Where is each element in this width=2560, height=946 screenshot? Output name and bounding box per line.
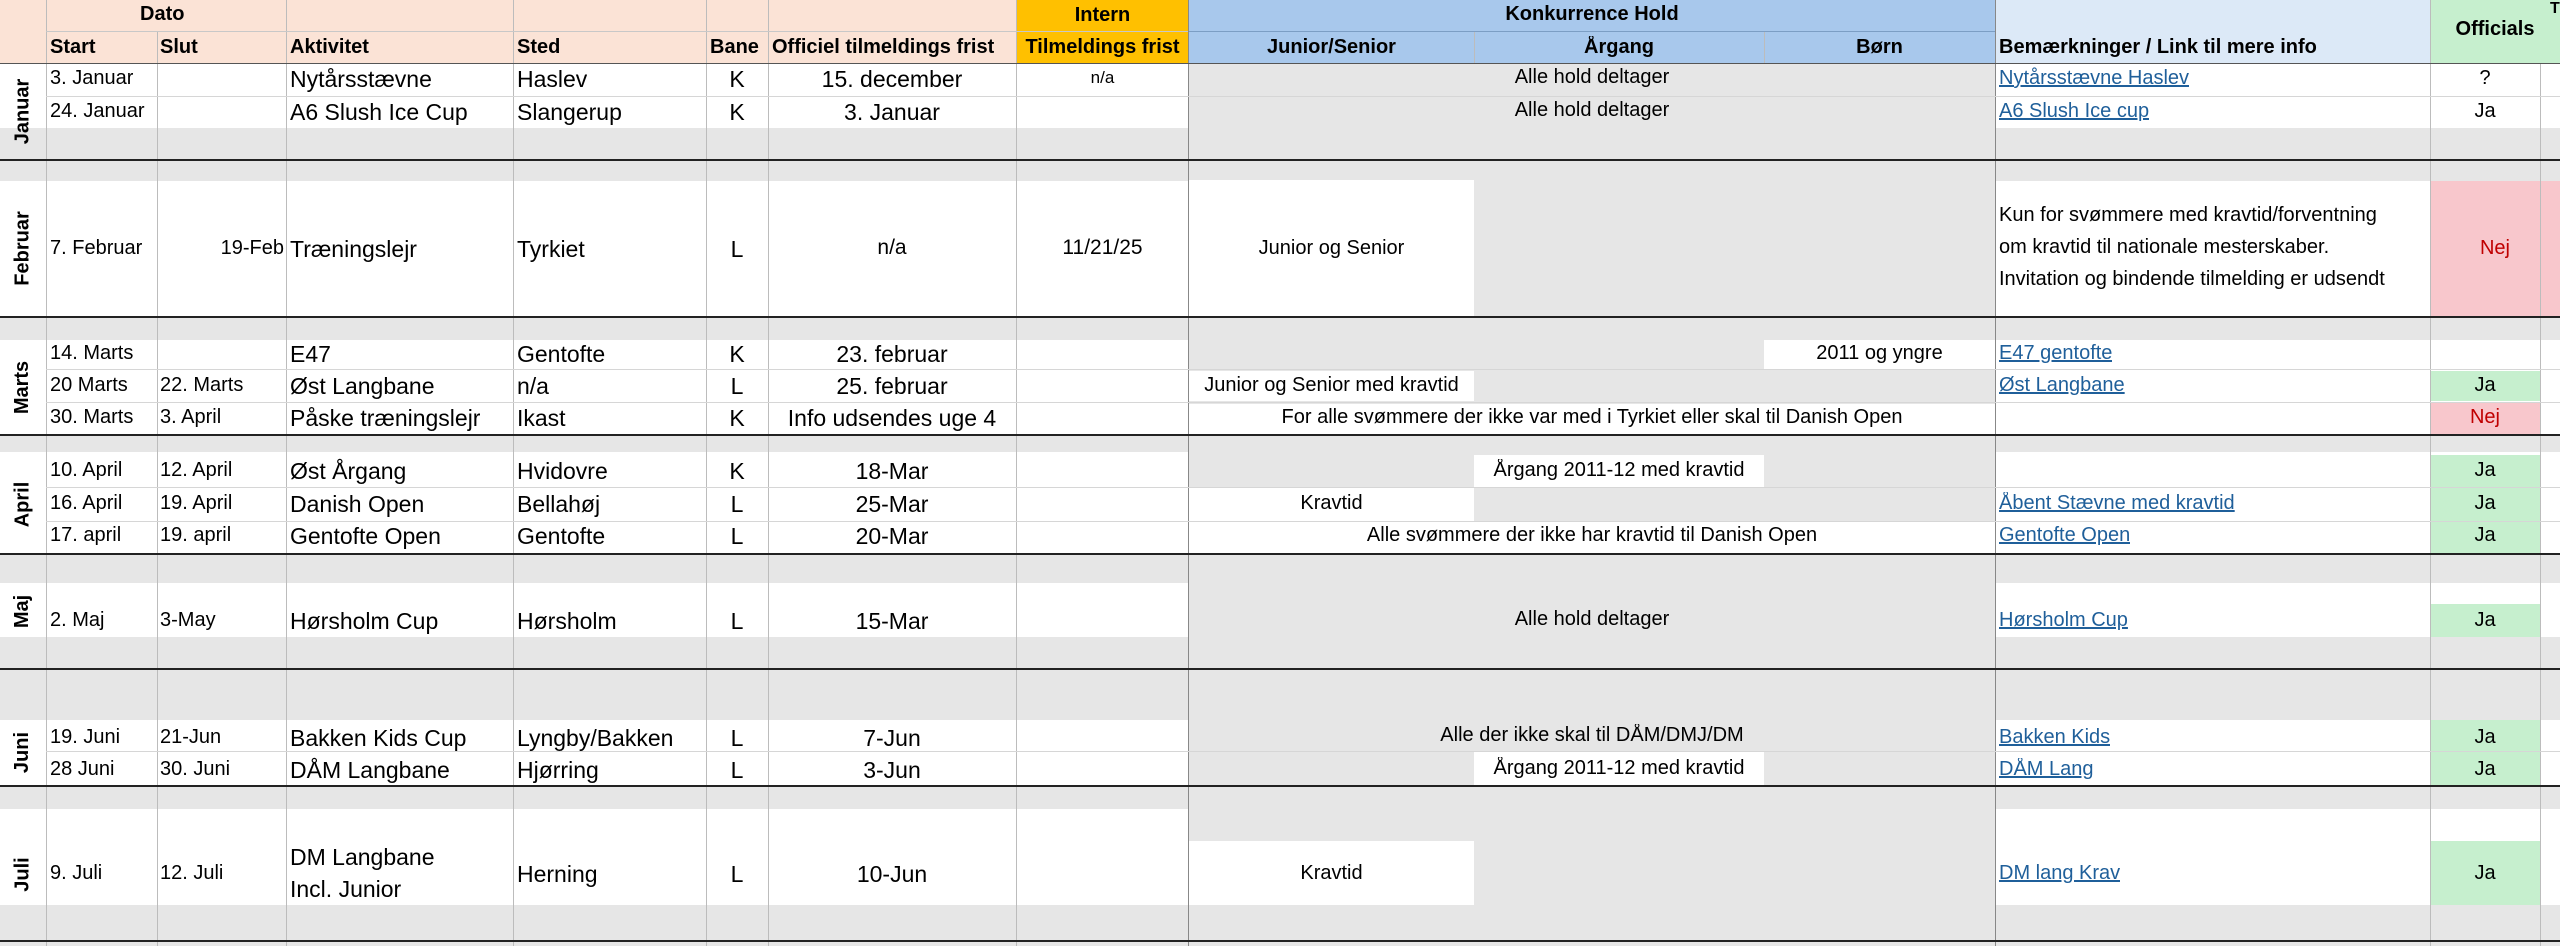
month-januar: [0, 64, 46, 159]
cell-frist: 3-Jun: [863, 757, 921, 783]
header-officiel-frist: Officiel tilmeldings frist: [772, 36, 995, 58]
grid-line: [46, 402, 2560, 403]
cell-sted: Slangerup: [517, 99, 622, 125]
cell-frist: 25-Mar: [855, 491, 929, 517]
cell-officials: Nej: [2469, 406, 2500, 428]
cell-junior-senior: Junior og Senior: [1258, 237, 1405, 259]
cell-konkurrence: Alle hold deltager: [1514, 99, 1670, 121]
cell-frist: 3. Januar: [844, 99, 940, 125]
month-label: Maj: [11, 594, 34, 629]
grid-line: [1189, 31, 1995, 32]
cell-start: 24. Januar: [50, 100, 145, 122]
cell-junior-senior: Kravtid: [1300, 862, 1363, 884]
month-separator: [0, 553, 2560, 555]
cell-aktivitet: Træningslejr: [290, 236, 417, 262]
cell-aktivitet: Øst Årgang: [290, 458, 407, 484]
header-konkurrence-hold: Konkurrence Hold: [1505, 3, 1679, 25]
cell-konkurrence: For alle svømmere der ikke var med i Tyrkiet eller skal til Danish Open: [1281, 406, 1903, 428]
cell-start: 2. Maj: [50, 609, 105, 631]
grid-line: [1016, 0, 1017, 946]
spacer-row: [0, 436, 2560, 452]
month-separator: [0, 785, 2560, 787]
header-aargang: Årgang: [1584, 36, 1654, 58]
month-juni: [0, 720, 46, 785]
cell-bane: K: [729, 99, 745, 125]
cell-frist: 23. februar: [836, 341, 948, 367]
cell-junior-senior: Kravtid: [1300, 492, 1363, 514]
cell-intern: n/a: [1090, 68, 1115, 87]
cell-aktivitet: Øst Langbane: [290, 373, 435, 399]
cell-remark-line: om kravtid til nationale mesterskaber.: [1999, 236, 2330, 258]
cell-sted: Tyrkiet: [517, 236, 585, 262]
cell-bane: L: [730, 491, 744, 517]
cell-slut: 21-Jun: [160, 726, 222, 748]
cell-slut: 3-May: [160, 609, 216, 631]
cell-frist: 15. december: [821, 66, 963, 92]
cell-boern: 2011 og yngre: [1816, 342, 1943, 364]
month-label: Marts: [11, 360, 34, 414]
cell-bane: L: [730, 373, 744, 399]
cell-sted: Lyngby/Bakken: [517, 725, 674, 751]
spacer-row: [0, 637, 2560, 668]
link-a6-slush-ice-cup[interactable]: A6 Slush Ice cup: [1999, 100, 2150, 122]
grid-line: [286, 0, 287, 946]
cell-konkurrence: Alle hold deltager: [1514, 66, 1670, 88]
cell-aktivitet: Danish Open: [290, 491, 425, 517]
spacer-row: [0, 670, 2560, 720]
cell-slut: 12. Juli: [160, 862, 224, 884]
month-label: Juni: [11, 731, 34, 774]
cell-aktivitet: Påske træningslejr: [290, 405, 481, 431]
cell-officials: Ja: [2474, 726, 2496, 748]
cell-sted: Hvidovre: [517, 458, 608, 484]
cell-sted: Hjørring: [517, 757, 599, 783]
cell-start: 30. Marts: [50, 406, 134, 428]
cell-start: 19. Juni: [50, 726, 121, 748]
month-separator: [0, 668, 2560, 670]
cell-start: 20 Marts: [50, 374, 128, 396]
month-separator: [0, 316, 2560, 318]
cell-officials: Ja: [2474, 100, 2496, 122]
month-label: April: [11, 481, 34, 527]
cell-start: 16. April: [50, 492, 123, 514]
spacer-row: [0, 161, 2560, 181]
month-label: Februar: [11, 211, 34, 286]
cell-aktivitet-line: Incl. Junior: [290, 876, 402, 902]
cell-officials: ?: [2479, 67, 2491, 89]
cell-bane: K: [729, 341, 745, 367]
cell-frist: 25. februar: [836, 373, 948, 399]
grid-line: [157, 32, 158, 946]
month-marts: [0, 340, 46, 434]
link-oest-langbane[interactable]: Øst Langbane: [1999, 374, 2125, 396]
cell-bane: L: [730, 757, 744, 783]
cell-frist: 20-Mar: [855, 523, 929, 549]
cell-bane: L: [730, 523, 744, 549]
link-daam-lang[interactable]: DÅM Lang: [1999, 758, 2094, 780]
cell-aargang: Årgang 2011-12 med kravtid: [1493, 459, 1745, 481]
cell-aktivitet-line: DM Langbane: [290, 844, 435, 870]
cell-aktivitet: Gentofte Open: [290, 523, 441, 549]
cell-slut: 19. April: [160, 492, 233, 514]
cell-officials: Ja: [2474, 492, 2496, 514]
cell-bane: K: [729, 405, 745, 431]
cell-junior-senior: Junior og Senior med kravtid: [1204, 374, 1459, 396]
cell-aargang: Årgang 2011-12 med kravtid: [1493, 757, 1745, 779]
cell-remark-line: Kun for svømmere med kravtid/forventning: [1999, 204, 2377, 226]
grid-line: [46, 521, 2560, 522]
cell-sted: Gentofte: [517, 341, 606, 367]
cell-slut: 3. April: [160, 406, 222, 428]
month-separator: [0, 940, 2560, 942]
spacer-row: [0, 316, 2560, 340]
header-dato: Dato: [140, 3, 185, 25]
month-separator: [0, 434, 2560, 436]
header-boern: Børn: [1856, 36, 1903, 58]
cell-start: 28 Juni: [50, 758, 115, 780]
cell-officials: Ja: [2474, 459, 2496, 481]
cell-sted: Herning: [517, 861, 598, 887]
cell-start: 3. Januar: [50, 67, 134, 89]
month-label: Januar: [11, 78, 34, 145]
grid-line: [46, 31, 1188, 32]
grid-line: [1188, 0, 1189, 946]
link-e47-gentofte[interactable]: E47 gentofte: [1999, 342, 2113, 364]
cell-frist: Info udsendes uge 4: [787, 405, 997, 431]
cell-aktivitet: DÅM Langbane: [290, 757, 450, 783]
cell-slut: 30. Juni: [160, 758, 231, 780]
cell-frist: 18-Mar: [855, 458, 929, 484]
month-separator: [0, 159, 2560, 161]
grid-line: [46, 0, 47, 946]
cell-slut: 12. April: [160, 459, 233, 481]
grid-line: [2540, 64, 2541, 946]
grid-line: [46, 96, 2560, 97]
cell-officials: Ja: [2474, 758, 2496, 780]
header-bane: Bane: [710, 36, 759, 58]
cell-officials: Nej: [2479, 237, 2510, 259]
grid-line: [46, 369, 2560, 370]
cell-konkurrence: Alle hold deltager: [1514, 608, 1670, 630]
cell-sted: Bellahøj: [517, 491, 601, 517]
cell-officials: Ja: [2474, 374, 2496, 396]
link-aabent-staevne-med-kravtid[interactable]: Åbent Stævne med kravtid: [1999, 492, 2235, 514]
cell-bane: L: [730, 608, 744, 634]
spacer-row: [0, 555, 2560, 583]
month-label: Juli: [11, 857, 34, 892]
cell-sted: n/a: [517, 373, 549, 399]
grid-line: [513, 0, 514, 946]
header-junior-senior: Junior/Senior: [1267, 36, 1396, 58]
cell-frist: 10-Jun: [856, 861, 928, 887]
cell-frist: n/a: [877, 236, 907, 259]
cell-officials: Ja: [2474, 524, 2496, 546]
month-april: [0, 455, 46, 553]
month-juli: [0, 809, 46, 940]
cell-konkurrence: Alle der ikke skal til DÅM/DMJ/DM: [1440, 724, 1744, 746]
spacer-row: [0, 785, 2560, 809]
link-gentofte-open[interactable]: Gentofte Open: [1999, 524, 2131, 546]
cell-bane: L: [730, 725, 744, 751]
header-officials: Officials: [2455, 18, 2535, 40]
grid-line: [0, 63, 2560, 64]
month-maj: [0, 555, 46, 668]
header-intern-line2: Tilmeldings frist: [1025, 36, 1180, 58]
cell-intern: 11/21/25: [1062, 236, 1143, 259]
header-sted: Sted: [517, 36, 561, 58]
cell-start: 17. april: [50, 524, 122, 546]
header-bemaerkninger: Bemærkninger / Link til mere info: [1999, 36, 2317, 58]
cell-start: 10. April: [50, 459, 123, 481]
link-bakken-kids[interactable]: Bakken Kids: [1999, 726, 2111, 748]
cell-sted: Gentofte: [517, 523, 606, 549]
header-slut: Slut: [160, 36, 198, 58]
cell-aktivitet: Nytårsstævne: [290, 66, 432, 92]
cell-bane: L: [730, 861, 744, 887]
cell-sted: Hørsholm: [517, 608, 617, 634]
cell-bane: K: [729, 458, 745, 484]
cell-konkurrence: Alle svømmere der ikke har kravtid til Danish Open: [1366, 524, 1818, 546]
cell-slut: 19-Feb: [220, 237, 284, 259]
header-start: Start: [50, 36, 96, 58]
cell-aktivitet: Bakken Kids Cup: [290, 725, 467, 751]
link-hoersholm-cup[interactable]: Hørsholm Cup: [1999, 609, 2128, 631]
cell-remark-line: Invitation og bindende tilmelding er udsendt: [1999, 268, 2385, 290]
cell-officials: Ja: [2474, 862, 2496, 884]
grid-line: [46, 487, 2560, 488]
cell-officials: Ja: [2474, 609, 2496, 631]
link-dm-lang-krav[interactable]: DM lang Krav: [1999, 862, 2121, 884]
cell-aktivitet: E47: [290, 341, 331, 367]
cell-sted: Haslev: [517, 66, 588, 92]
header-aktivitet: Aktivitet: [290, 36, 369, 58]
cell-start: 7. Februar: [50, 237, 143, 259]
link-nytaarsstaevne-haslev[interactable]: Nytårsstævne Haslev: [1999, 67, 2190, 89]
month-februar: [0, 181, 46, 316]
cell-slut: 22. Marts: [160, 374, 244, 396]
cell-start: 9. Juli: [50, 862, 103, 884]
grid-line: [1995, 0, 1996, 946]
cell-start: 14. Marts: [50, 342, 134, 364]
cell-bane: K: [729, 66, 745, 92]
cell-sted: Ikast: [517, 405, 566, 431]
cell-slut: 19. april: [160, 524, 232, 546]
cell-bane: L: [730, 236, 744, 262]
cell-aktivitet: Hørsholm Cup: [290, 608, 439, 634]
spacer-row: [0, 128, 2560, 159]
header-intern-line1: Intern: [1074, 4, 1131, 26]
cell-aktivitet: A6 Slush Ice Cup: [290, 99, 468, 125]
header-partial-t: T: [2550, 0, 2560, 17]
cell-frist: 7-Jun: [863, 725, 921, 751]
cell-frist: 15-Mar: [855, 608, 929, 634]
